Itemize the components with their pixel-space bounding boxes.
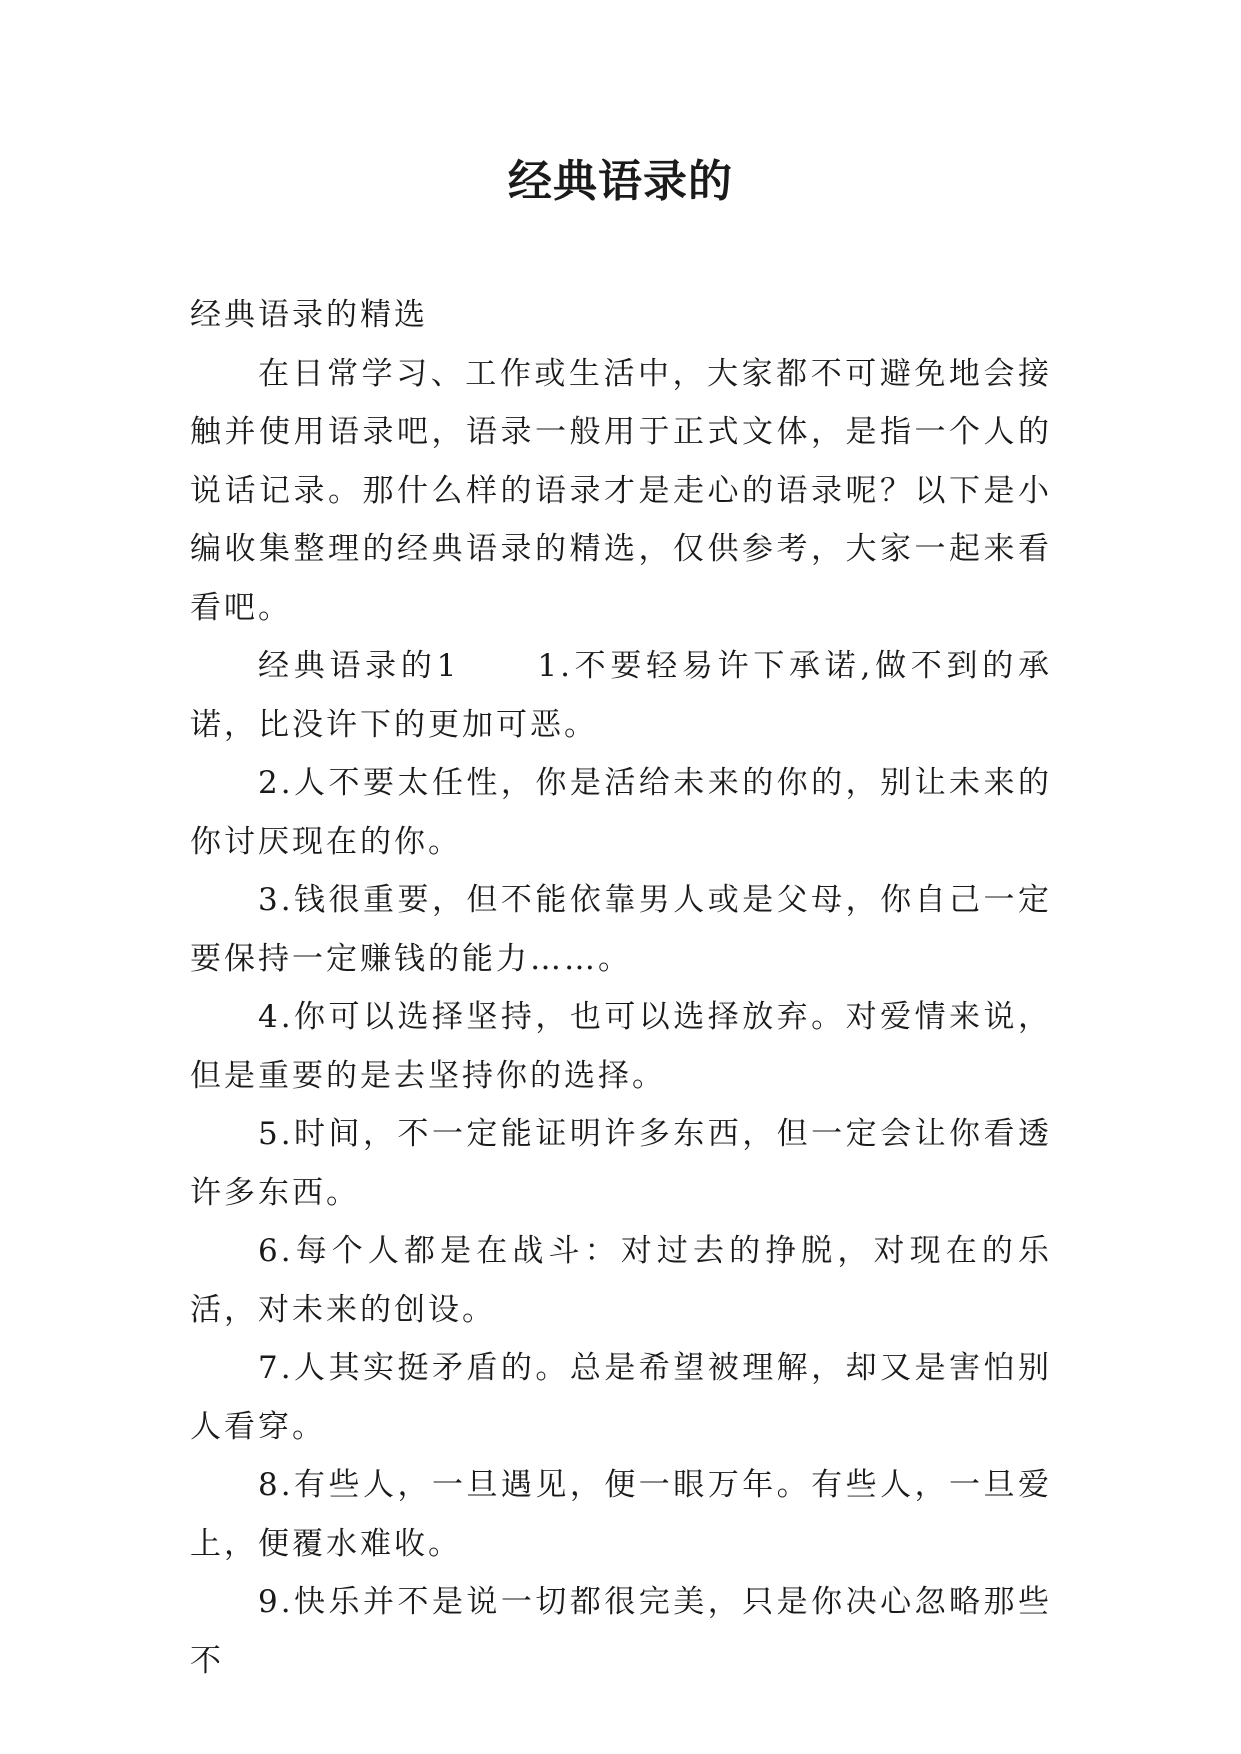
quote-paragraph-5: 5.时间，不一定能证明许多东西，但一定会让你看透许多东西。 (190, 1116, 1052, 1211)
intro-paragraph: 在日常学习、工作或生活中，大家都不可避免地会接触并使用语录吧，语录一般用于正式文体，是指一个人的说话记录。那什么样的语录才是走心的语录呢？以下是小编收集整理的经典语录的精选，仅供参考，大家一起来看看吧。 (190, 355, 1052, 626)
quote-paragraph-3: 3.钱很重要，但不能依靠男人或是父母，你自己一定要保持一定赚钱的能力……。 (190, 882, 1052, 977)
quote-paragraph-4: 4.你可以选择坚持，也可以选择放弃。对爱情来说，但是重要的是去坚持你的选择。 (190, 999, 1052, 1094)
quote-text: 1.不要轻易许下承诺,做不到的承诺，比没许下的更加可恶。 (190, 648, 1052, 743)
quote-paragraph-7: 7.人其实挺矛盾的。总是希望被理解，却又是害怕别人看穿。 (190, 1350, 1052, 1445)
quote-paragraph-8: 8.有些人，一旦遇见，便一眼万年。有些人，一旦爱上，便覆水难收。 (190, 1467, 1052, 1562)
document-subtitle: 经典语录的精选 (190, 297, 428, 333)
document-body (190, 286, 1052, 1690)
document-title: 经典语录的 (508, 156, 733, 207)
quote-paragraph-2: 2.人不要太任性，你是活给未来的你的，别让未来的你讨厌现在的你。 (190, 765, 1052, 860)
section-label: 经典语录的1 (258, 648, 460, 684)
quote-paragraph-1 (190, 637, 1052, 754)
quote-paragraph-6: 6.每个人都是在战斗：对过去的挣脱，对现在的乐活，对未来的创设。 (190, 1233, 1052, 1328)
quote-paragraph-9: 9.快乐并不是说一切都很完美，只是你决心忽略那些不 (190, 1584, 1052, 1679)
